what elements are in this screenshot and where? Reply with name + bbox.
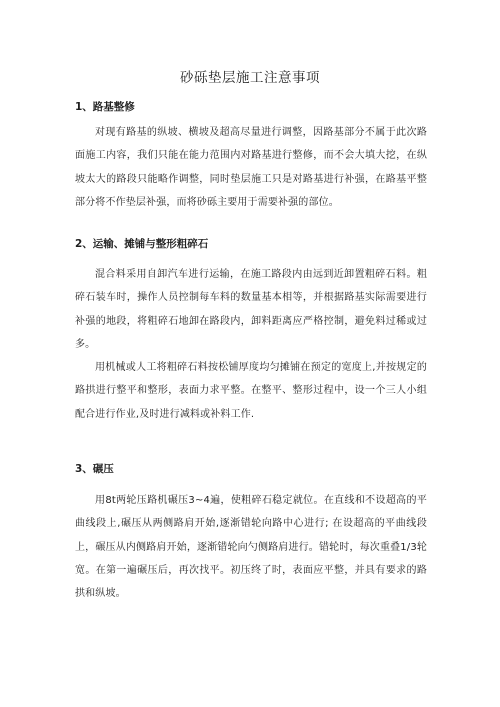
paragraph-transport-2: 用机械或人工将粗碎石料按松铺厚度均匀摊铺在预定的宽度上,并按规定的路拱进行整平和整形，表面力求平整。在整平、整形过程中，设一个三人小组配合进行作业,及时进行减料或补料工作. — [75, 362, 427, 420]
paragraph-subgrade: 对现有路基的纵坡、横坡及超高尽量进行调整，因路基部分不属于此次路面施工内容，我们只能在能力范围内对路基进行整修，而不会大填大挖，在纵坡太大的路段只能略作调整，同时垫层施工只是对路基进行补强，在路基平整部分将不作垫层补强，而将砂砾主要用于需要补强的部位。 — [75, 127, 427, 208]
paragraph-compaction: 用8t两轮压路机碾压3~4遍，使粗碎石稳定就位。在直线和不设超高的平曲线段上,碾压从两侧路肩开始,逐渐错轮向路中心进行; 在设超高的平曲线段上，碾压从内侧路肩开始，逐渐错轮向勺侧路肩进行。错轮时，每次重叠1/3轮宽。在第一遍碾压后，再次找平。初压终了时，表面应平整，并具有要求的路拱和纵坡。 — [75, 495, 427, 600]
section-heading-compaction: 3、碾压 — [75, 463, 114, 475]
paragraph-transport-1: 混合料采用自卸汽车进行运输，在施工路段内由远到近卸置粗碎石料。粗碎石装车时，操作人员控制每车料的数量基本相等，并根据路基实际需要进行补强的地段，将粗碎石地卸在路段内，卸料距离应严格控制，避免料过稀或过多。 — [75, 269, 427, 350]
section-heading-subgrade: 1、路基整修 — [75, 101, 135, 113]
document-title: 砂砾垫层施工注意事项 — [180, 70, 320, 86]
section-heading-transport: 2、运输、摊铺与整形粗碎石 — [75, 238, 209, 250]
